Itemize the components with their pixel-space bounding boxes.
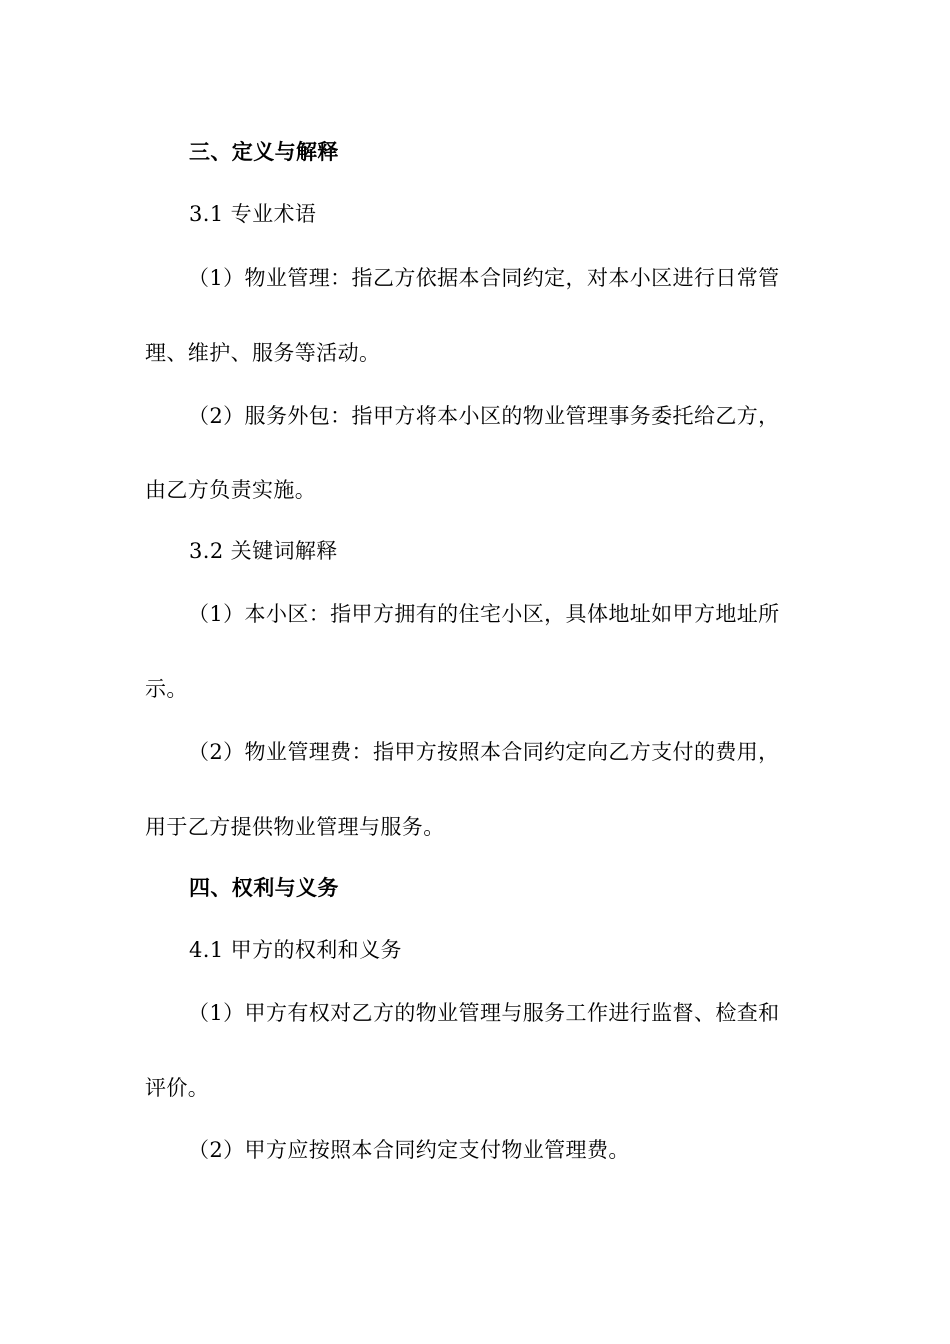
paragraph-line: 用于乙方提供物业管理与服务。 — [145, 815, 445, 839]
paragraph-line: 评价。 — [145, 1076, 210, 1100]
subsection-title: 3.2 关键词解释 — [189, 539, 338, 563]
paragraph-line: 示。 — [145, 677, 188, 701]
paragraph-line: （1）物业管理：指乙方依据本合同约定，对本小区进行日常管 — [188, 266, 780, 290]
subsection-title: 4.1 甲方的权利和义务 — [189, 938, 402, 962]
paragraph-line: （2）甲方应按照本合同约定支付物业管理费。 — [188, 1138, 630, 1162]
paragraph-line: 由乙方负责实施。 — [145, 478, 317, 502]
paragraph-line: （1）本小区：指甲方拥有的住宅小区，具体地址如甲方地址所 — [188, 602, 780, 626]
section-heading: 三、定义与解释 — [189, 140, 339, 164]
paragraph-line: （1）甲方有权对乙方的物业管理与服务工作进行监督、检查和 — [188, 1001, 780, 1025]
paragraph-line: （2）物业管理费：指甲方按照本合同约定向乙方支付的费用， — [188, 740, 780, 764]
section-heading: 四、权利与义务 — [189, 876, 339, 900]
paragraph-line: 理、维护、服务等活动。 — [145, 341, 381, 365]
subsection-title: 3.1 专业术语 — [189, 202, 317, 226]
paragraph-line: （2）服务外包：指甲方将本小区的物业管理事务委托给乙方， — [188, 404, 780, 428]
